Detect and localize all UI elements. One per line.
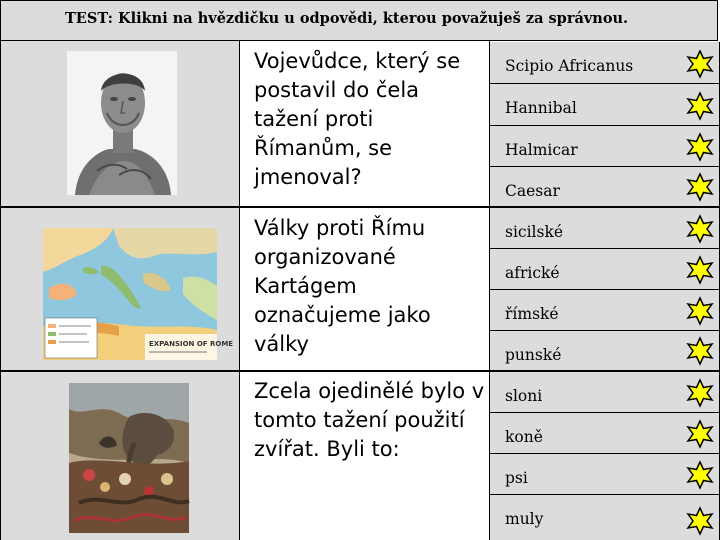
expansion-of-rome-map-image — [43, 228, 234, 360]
question-text: Vojevůdce, který se postavil do čela tažení proti Římanům, se jmenoval? — [254, 49, 461, 189]
question-text: Zcela ojedinělé bylo v tomto tažení použití zvířat. Byli to: — [254, 379, 485, 461]
answer-label: Hannibal — [505, 99, 577, 117]
answer-label: Halmicar — [505, 141, 578, 159]
question-text-cell — [240, 41, 490, 208]
hannibal-bust-image — [67, 51, 177, 195]
question-image-cell — [0, 371, 240, 540]
answer-option[interactable] — [490, 290, 720, 331]
answer-label: Scipio Africanus — [505, 57, 634, 75]
answer-option[interactable] — [490, 42, 720, 84]
star-icon[interactable] — [685, 132, 715, 162]
star-icon[interactable] — [685, 214, 715, 244]
answer-option[interactable] — [490, 84, 720, 126]
map-title: EXPANSION OF ROME — [149, 340, 234, 348]
answer-option[interactable] — [490, 413, 720, 454]
star-icon[interactable] — [685, 296, 715, 326]
elephants-crossing-alps-painting-image — [69, 383, 189, 533]
answer-option[interactable] — [490, 454, 720, 495]
star-icon[interactable] — [685, 460, 715, 490]
star-icon[interactable] — [685, 506, 715, 536]
question-text-cell — [240, 371, 490, 540]
star-icon[interactable] — [685, 255, 715, 285]
test-instructions-text: TEST: Klikni na hvězdičku u odpovědi, kterou považuješ za správnou. — [65, 10, 629, 27]
answer-label: muly — [505, 510, 544, 528]
answer-label: psi — [505, 469, 528, 487]
star-icon[interactable] — [685, 419, 715, 449]
answer-option[interactable] — [490, 495, 720, 540]
star-icon[interactable] — [685, 172, 715, 202]
answer-label: římské — [505, 305, 559, 323]
question-image-cell — [0, 208, 240, 371]
answer-label: Caesar — [505, 182, 560, 200]
question-text-cell — [240, 208, 490, 371]
answer-option[interactable] — [490, 126, 720, 167]
star-icon[interactable] — [685, 378, 715, 408]
answer-option[interactable] — [490, 331, 720, 371]
answer-label: sicilské — [505, 223, 564, 241]
question-text: Války proti Římu organizované Kartágem označujeme jako války — [254, 216, 431, 356]
answer-label: koně — [505, 428, 543, 446]
question-image-cell — [0, 41, 240, 208]
answer-label: sloni — [505, 387, 543, 405]
answer-option[interactable] — [490, 372, 720, 413]
star-icon[interactable] — [685, 91, 715, 121]
answer-label: punské — [505, 346, 562, 364]
star-icon[interactable] — [685, 336, 715, 366]
star-icon[interactable] — [685, 49, 715, 79]
answer-option[interactable] — [490, 249, 720, 290]
answer-label: africké — [505, 264, 560, 282]
answer-option[interactable] — [490, 208, 720, 249]
answer-option[interactable] — [490, 167, 720, 207]
test-instructions-header — [0, 0, 718, 41]
